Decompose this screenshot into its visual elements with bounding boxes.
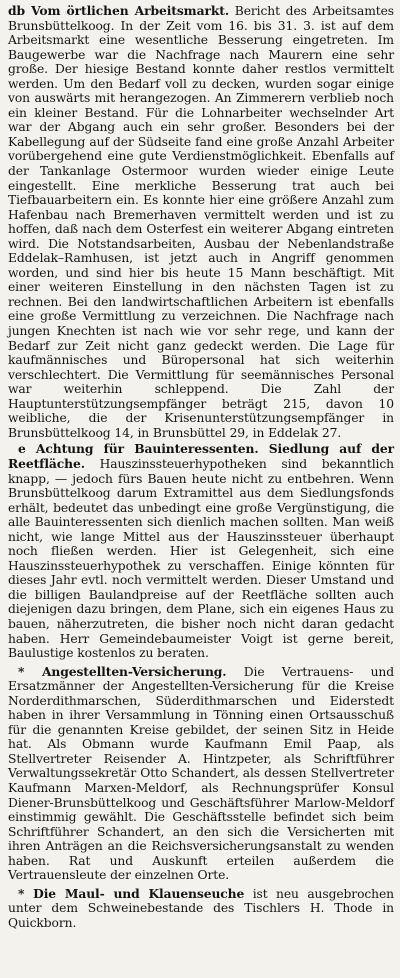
article-paragraph	[8, 665, 394, 883]
article-bauinteressenten	[8, 442, 394, 660]
article-body: Bericht des Arbeitsamtes Brunsbüttelkoog. In der Zeit vom 16. bis 31. 3. ist auf dem Arbeitsmarkt eine wesentliche Besserung eingetreten. Im Baugewerbe war die Nachfrage nach Maurern eine sehr große. Der hiesige Bestand konnte daher restlos vermittelt werden. Um den Bedarf voll zu decken, wurden sogar einige von auswärts mit herangezogen. An Zimmerern verblieb noch ein kleiner Bestand. Für die Lohnarbeiter wechselnder Art war der Abgang auch ein sehr großer. Besonders bei der Kabellegung auf der Südseite fand eine große Anzahl Arbeiter vorübergehend eine gute Verdienstmöglichkeit. Ebenfalls auf der Tankanlage Ostermoor wurden wieder einige Leute eingestellt. Eine merkliche Besserung trat auch bei Tiefbauarbeitern ein. Es konnte hier eine größere Anzahl zum Hafenbau nach Bremerhaven vermittelt werden und ist zu hoffen, daß nach dem Osterfest ein weiterer Abgang eintreten wird. Die Notstandsarbeiten, Ausbau der Nebenlandstraße Eddelak–Ramhusen, ist jetzt auch in Angriff genommen worden, und sind hier bis heute 15 Mann beschäftigt. Mit einer weiteren Einstellung in den nächsten Tagen ist zu rechnen. Bei den landwirtschaftlichen Arbeitern ist ebenfalls eine große Vermittlung zu verzeichnen. Die Nachfrage nach jungen Knechten ist nach wie vor sehr rege, und kann der Bedarf zur Zeit nicht ganz gedeckt werden. Die Lage für kaufmännisches und Büropersonal hat sich weiterhin verschlechtert. Die Vermittlung für seemännisches Personal war weiterhin schleppend. Die Zahl der Hauptunterstützungsempfänger beträgt 215, davon 10 weibliche, die der Krisenunterstützungsempfänger in Brunsbüttelkoog 14, in Brunsbüttel 29, in Eddelak 27.	[8, 4, 394, 440]
article-headline: * Die Maul- und Klauenseuche	[18, 885, 245, 901]
article-paragraph	[8, 887, 394, 931]
article-angestellten-versicherung	[8, 665, 394, 883]
article-paragraph	[8, 442, 394, 660]
article-paragraph	[8, 4, 394, 440]
article-maul-und-klauenseuche	[8, 887, 394, 931]
article-body: ist neu ausgebrochen unter dem Schweinebestande des Tischlers H. Thode in Quickborn.	[8, 886, 394, 930]
article-headline: * Angestellten-Versicherung.	[18, 663, 227, 679]
article-arbeitsmarkt	[8, 4, 394, 440]
article-headline: e Achtung für Bauinteressenten. Siedlung auf der Reetfläche.	[8, 441, 394, 471]
article-body: Die Vertrauens- und Ersatzmänner der Angestellten-Versicherung für die Kreise Norderdithmarschen, Süderdithmarschen und Eiderstedt haben in ihrer Versammlung in Tönning einen Ortsausschuß für die genannten Kreise gebildet, der seinen Sitz in Heide hat. Als Obmann wurde Kaufmann Emil Paap, als Stellvertreter Reisender A. Hintzpeter, als Schriftführer Verwaltungssekretär Otto Schandert, als dessen Stellvertreter Kaufmann Marxen-Meldorf, als Rechnungsprüfer Konsul Diener-Brunsbüttelkoog und Geschäftsführer Marlow-Meldorf einstimmig gewählt. Die Geschäftsstelle befindet sich beim Schriftführer Schandert, an den sich die Versicherten mit ihren Anträgen an die Reichsversicherungsanstalt zu wenden haben. Rat und Auskunft erteilen außerdem die Vertrauensleute der einzelnen Orte.	[8, 664, 395, 883]
article-headline: db Vom örtlichen Arbeitsmarkt.	[8, 3, 230, 18]
article-body: Hauszinssteuerhypotheken sind bekanntlich knapp, — jedoch fürs Bauen heute nicht zu entbehren. Wenn Brunsbüttelkoog darum Extramittel aus dem Siedlungsfonds erhält, bedeutet das unbedingt eine große Vergünstigung, die alle Bauinteressenten sich dienlich machen sollten. Man weiß nicht, wie lange Mittel aus der Hauszinssteuer überhaupt noch fließen werden. Hier ist Gelegenheit, sich eine Hauszinssteuerhypothek zu verschaffen. Einige könnten für dieses Jahr evtl. noch vermittelt werden. Dieser Umstand und die billigen Baulandpreise auf der Reetfläche sollten auch diejenigen dazu bringen, dem Plane, sich ein eigenes Haus zu bauen, näherzutreten, die bisher noch nicht daran gedacht haben. Herr Gemeindebaumeister Voigt ist gerne bereit, Baulustige kostenlos zu beraten.	[8, 456, 394, 661]
